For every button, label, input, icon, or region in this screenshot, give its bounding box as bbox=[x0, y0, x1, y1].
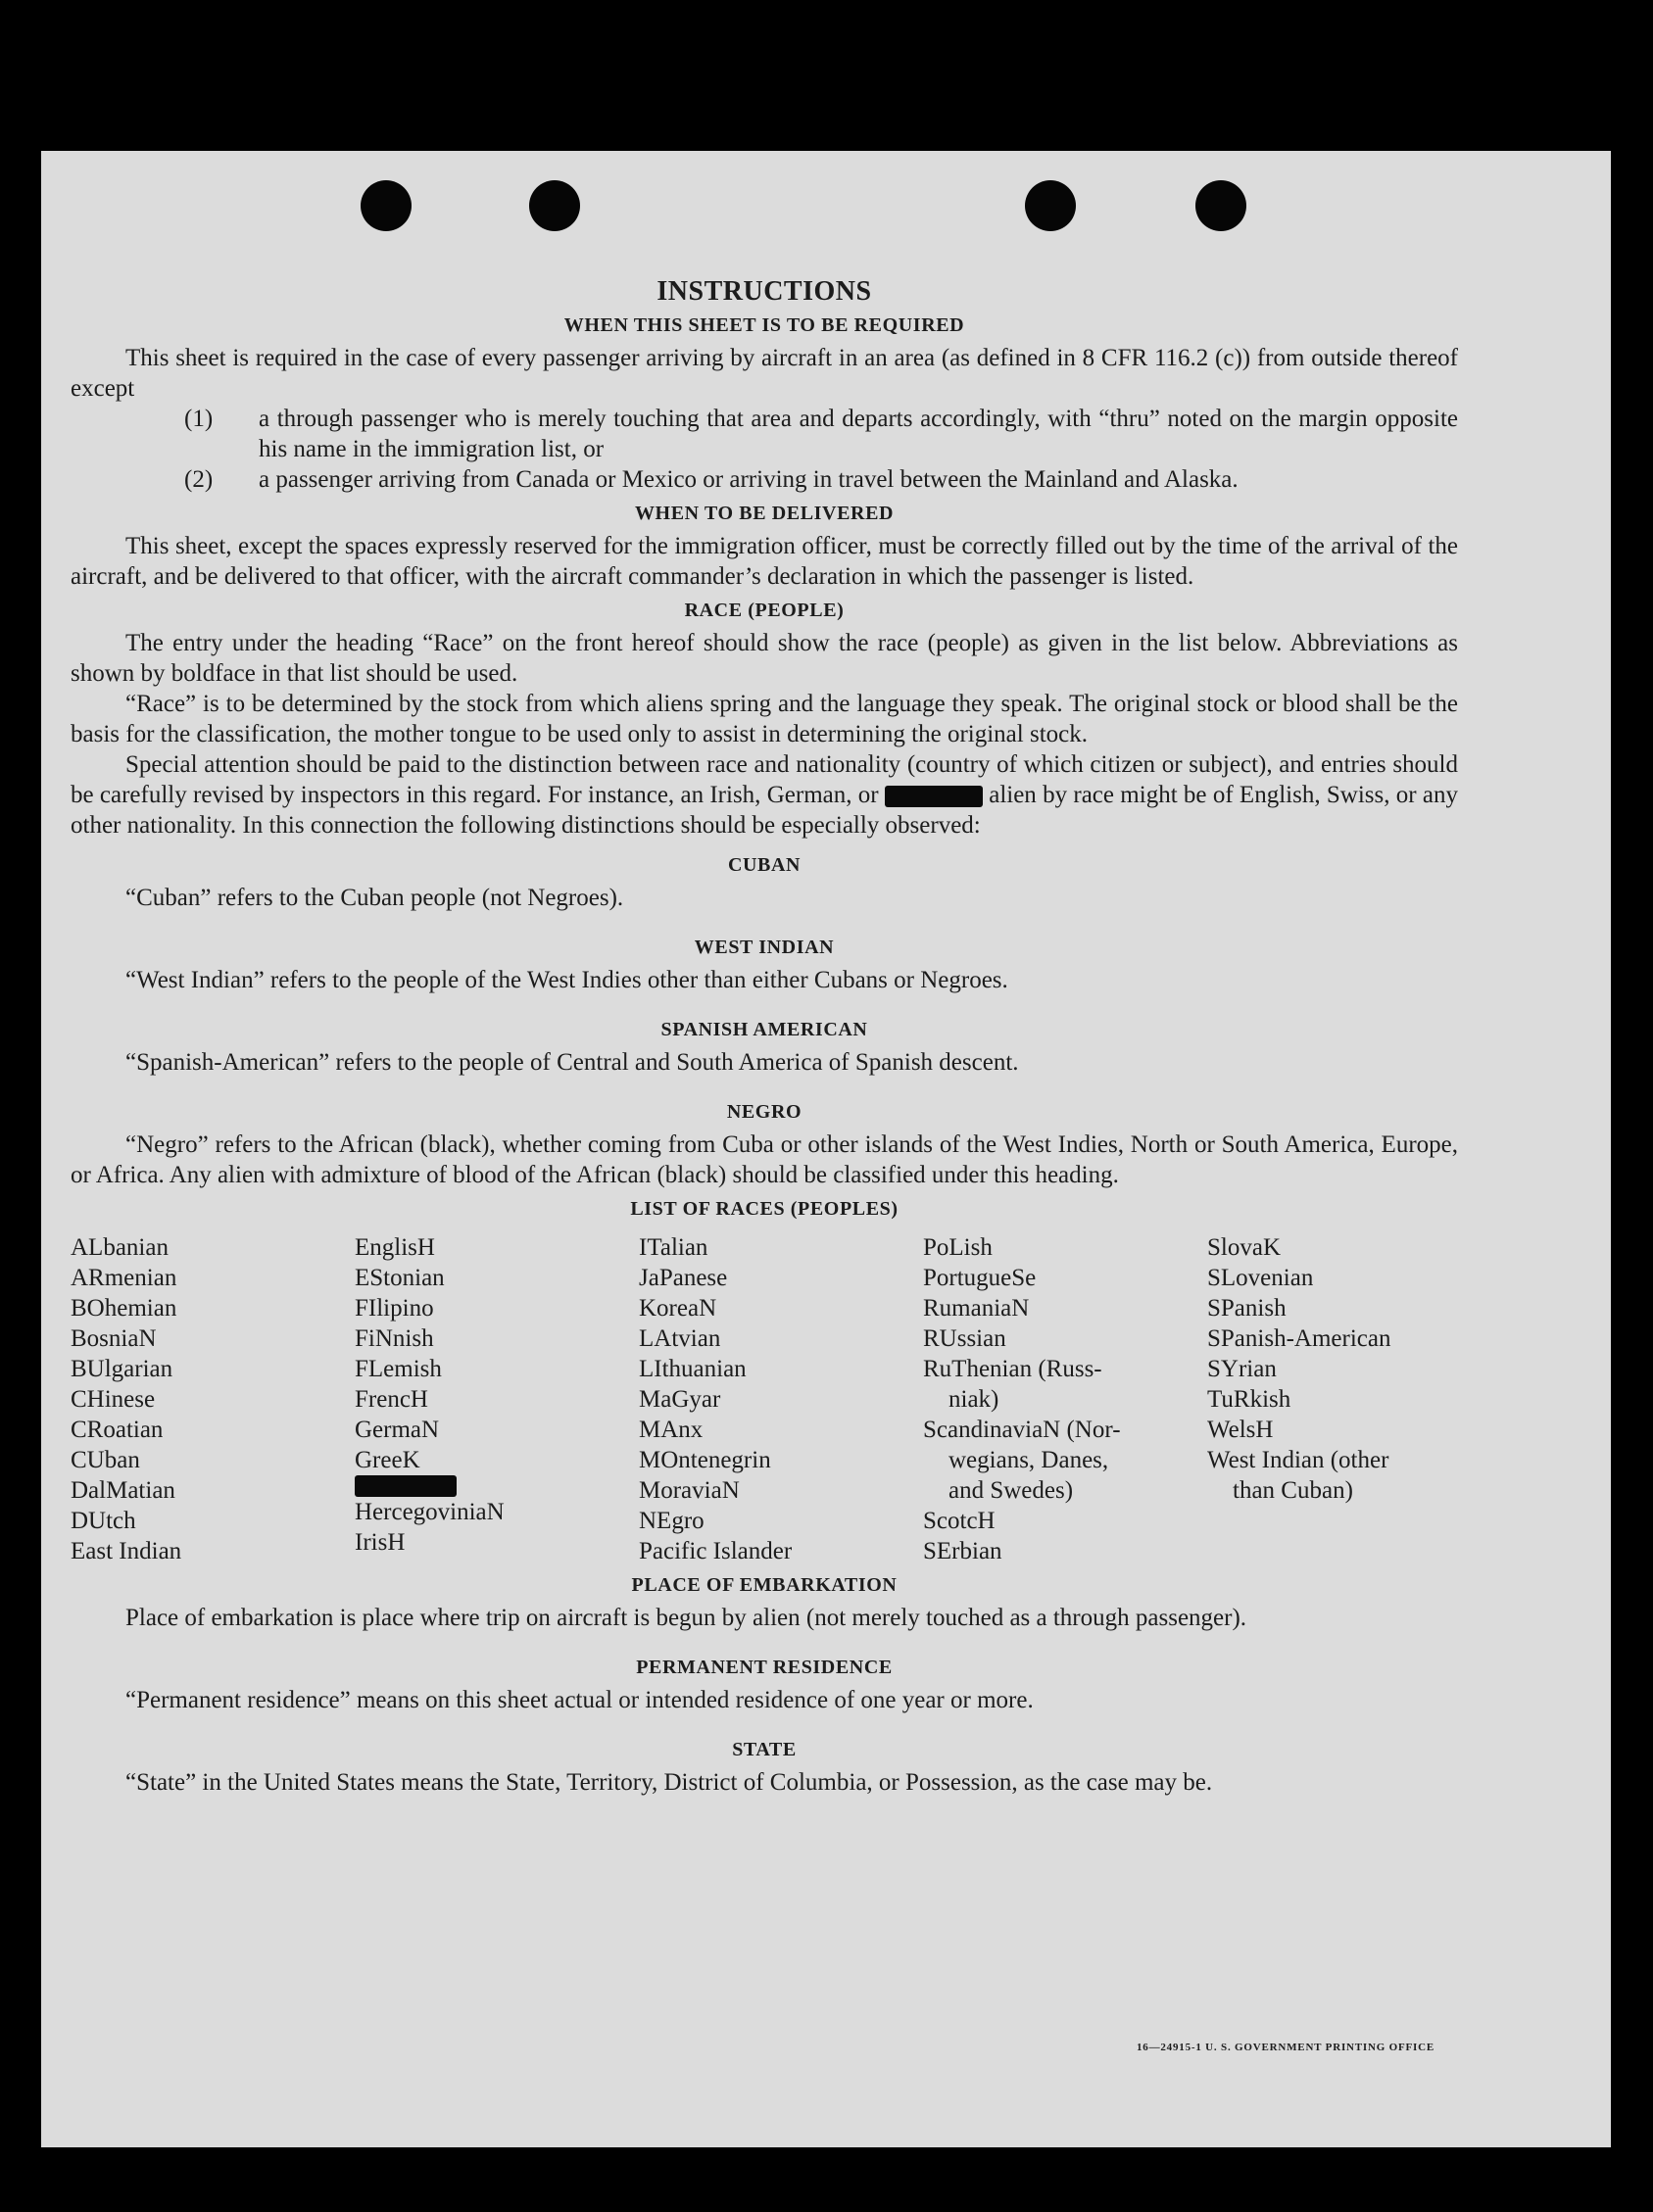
spacer bbox=[71, 1078, 1458, 1093]
race-entry: NEgro bbox=[639, 1508, 705, 1534]
race-entry: MAnx bbox=[639, 1417, 704, 1443]
list-item bbox=[71, 464, 1458, 495]
race-entry: BOhemian bbox=[71, 1295, 177, 1322]
races-column-3 bbox=[639, 1232, 923, 1566]
races-column-2 bbox=[355, 1232, 639, 1566]
race-entry: ScandinaviaN (Nor- bbox=[923, 1417, 1121, 1443]
race-entry: PortugueSe bbox=[923, 1265, 1037, 1291]
race-entry: SErbian bbox=[923, 1538, 1002, 1564]
item-text: a through passenger who is merely touching that area and departs accordingly, with “thru” noted on the margin opposite his name in the immigration list, or bbox=[259, 406, 1458, 462]
punch-hole bbox=[361, 180, 412, 231]
race-entry: FIlipino bbox=[355, 1295, 434, 1322]
race-entry: East Indian bbox=[71, 1538, 182, 1564]
race-entry: SYrian bbox=[1207, 1356, 1277, 1382]
when-required-text: This sheet is required in the case of every passenger arriving by aircraft in an area (as defined in 8 CFR 116.2 (c)) from outside thereof except bbox=[71, 345, 1458, 402]
race-entry: DUtch bbox=[71, 1508, 136, 1534]
races-column-1 bbox=[71, 1232, 355, 1566]
race-entry: ScotcH bbox=[923, 1508, 996, 1534]
races-column-4 bbox=[923, 1232, 1207, 1566]
race-entry: MOntenegrin bbox=[639, 1447, 771, 1473]
document-sheet bbox=[41, 151, 1611, 2147]
race-entry: GreeK bbox=[355, 1447, 420, 1473]
race-entry: RuThenian (Russ- bbox=[923, 1356, 1102, 1382]
race-entry-continuation: than Cuban) bbox=[1233, 1477, 1353, 1504]
heading-cuban: CUBAN bbox=[727, 854, 802, 876]
heading-list-of-races: LIST OF RACES (PEOPLES) bbox=[630, 1198, 899, 1220]
punch-hole bbox=[1025, 180, 1076, 231]
list-item bbox=[71, 404, 1458, 464]
item-number: (1) bbox=[184, 406, 214, 432]
race-paragraph-3-end: alien by race might be of English, Swiss, or any other nationality. In this connection the following distinctions should be especially observed: bbox=[71, 782, 1458, 839]
race-entry: SLovenian bbox=[1207, 1265, 1314, 1291]
spanish-american-text: “Spanish-American” refers to the people of Central and South America of Spanish descent. bbox=[125, 1049, 1019, 1076]
race-entry: BUlgarian bbox=[71, 1356, 173, 1382]
race-entry: WelsH bbox=[1207, 1417, 1274, 1443]
race-entry: West Indian (other bbox=[1207, 1447, 1389, 1473]
punch-hole bbox=[529, 180, 580, 231]
race-entry: SPanish-American bbox=[1207, 1325, 1391, 1352]
race-entry: SlovaK bbox=[1207, 1234, 1281, 1261]
race-paragraph-3 bbox=[71, 749, 1458, 841]
race-entry: FLemish bbox=[355, 1356, 442, 1382]
spacer bbox=[71, 995, 1458, 1011]
race-entry: FiNnish bbox=[355, 1325, 434, 1352]
race-paragraph-1: The entry under the heading “Race” on the front hereof should show the race (people) as given in the list below. Abbreviations as shown by boldface in that list should be used. bbox=[71, 630, 1458, 687]
negro-text: “Negro” refers to the African (black), whether coming from Cuba or other islands of the West Indies, North or South America, Europe, or Africa. Any alien with admixture of blood of the African (black) should be classified under this heading. bbox=[71, 1131, 1458, 1188]
race-entry: LIthuanian bbox=[639, 1356, 747, 1382]
heading-embarkation: PLACE OF EMBARKATION bbox=[631, 1574, 898, 1596]
races-table bbox=[71, 1232, 1458, 1566]
race-entry: HercegoviniaN bbox=[355, 1499, 505, 1525]
race-entry: TuRkish bbox=[1207, 1386, 1291, 1413]
race-entry: IrisH bbox=[355, 1529, 406, 1556]
race-entry: ITalian bbox=[639, 1234, 708, 1261]
race-entry-continuation: niak) bbox=[948, 1386, 999, 1413]
race-entry: MoraviaN bbox=[639, 1477, 740, 1504]
heading-west-indian: WEST INDIAN bbox=[694, 937, 835, 958]
heading-spanish-american: SPANISH AMERICAN bbox=[660, 1019, 868, 1040]
redacted-race-entry bbox=[355, 1475, 639, 1497]
race-entry: ALbanian bbox=[71, 1234, 169, 1261]
race-entry: KoreaN bbox=[639, 1295, 717, 1322]
race-entry: JaPanese bbox=[639, 1265, 728, 1291]
races-column-5 bbox=[1207, 1232, 1458, 1566]
state-text: “State” in the United States means the State, Territory, District of Columbia, or Possession, as the case may be. bbox=[125, 1769, 1213, 1796]
race-entry: ARmenian bbox=[71, 1265, 177, 1291]
race-entry: RUssian bbox=[923, 1325, 1006, 1352]
residence-text: “Permanent residence” means on this sheet actual or intended residence of one year or more. bbox=[125, 1687, 1034, 1713]
spacer bbox=[71, 913, 1458, 929]
race-entry: EStonian bbox=[355, 1265, 445, 1291]
when-delivered-text: This sheet, except the spaces expressly reserved for the immigration officer, must be correctly filled out by the time of the arrival of the aircraft, and be delivered to that officer, with the aircraft commander’s declaration in which the passenger is listed. bbox=[71, 533, 1458, 590]
race-entry: EnglisH bbox=[355, 1234, 435, 1261]
race-paragraph-2: “Race” is to be determined by the stock from which aliens spring and the language they speak. The original stock or blood shall be the basis for the classification, the mother tongue to be used only to assist in determining the original stock. bbox=[71, 691, 1458, 747]
race-entry: DalMatian bbox=[71, 1477, 175, 1504]
heading-when-delivered: WHEN TO BE DELIVERED bbox=[634, 503, 895, 524]
race-entry-continuation: and Swedes) bbox=[948, 1477, 1074, 1504]
race-entry: CRoatian bbox=[71, 1417, 164, 1443]
redaction-mark bbox=[885, 786, 983, 807]
spacer bbox=[71, 1633, 1458, 1649]
race-entry: PoLish bbox=[923, 1234, 993, 1261]
punch-hole bbox=[1195, 180, 1246, 231]
item-text: a passenger arriving from Canada or Mexico or arriving in travel between the Mainland and Alaska. bbox=[259, 466, 1239, 493]
cuban-text: “Cuban” refers to the Cuban people (not Negroes). bbox=[125, 885, 624, 911]
race-entry: MaGyar bbox=[639, 1386, 721, 1413]
printer-imprint: 16—24915-1 U. S. GOVERNMENT PRINTING OFFICE bbox=[1136, 2042, 1434, 2053]
race-entry: RumaniaN bbox=[923, 1295, 1030, 1322]
race-entry: CHinese bbox=[71, 1386, 156, 1413]
heading-race: RACE (PEOPLE) bbox=[684, 600, 845, 621]
race-entry: FrencH bbox=[355, 1386, 428, 1413]
embarkation-text: Place of embarkation is place where trip on aircraft is begun by alien (not merely touched as a through passenger). bbox=[125, 1605, 1247, 1631]
race-entry: CUban bbox=[71, 1447, 140, 1473]
race-entry-continuation: wegians, Danes, bbox=[948, 1447, 1109, 1473]
race-entry: LAtvian bbox=[639, 1325, 721, 1352]
heading-negro: NEGRO bbox=[726, 1101, 802, 1123]
redaction-mark bbox=[355, 1475, 457, 1497]
instructions-body bbox=[71, 276, 1458, 1798]
race-entry: SPanish bbox=[1207, 1295, 1287, 1322]
page-title: INSTRUCTIONS bbox=[656, 276, 872, 307]
item-number: (2) bbox=[184, 466, 214, 493]
race-entry: GermaN bbox=[355, 1417, 440, 1443]
race-entry: BosniaN bbox=[71, 1325, 157, 1352]
west-indian-text: “West Indian” refers to the people of the West Indies other than either Cubans or Negroes. bbox=[125, 967, 1008, 993]
heading-state: STATE bbox=[732, 1739, 797, 1760]
race-entry: Pacific Islander bbox=[639, 1538, 793, 1564]
spacer bbox=[71, 1715, 1458, 1731]
heading-permanent-residence: PERMANENT RESIDENCE bbox=[636, 1657, 893, 1678]
heading-when-required: WHEN THIS SHEET IS TO BE REQUIRED bbox=[563, 314, 965, 336]
race-paragraph-3-start: Special attention should be paid to the distinction between race and nationality (country of which citizen or subject), and entries should be carefully revised by inspectors in this regard. For instance, an Irish, German, or bbox=[71, 751, 1458, 808]
